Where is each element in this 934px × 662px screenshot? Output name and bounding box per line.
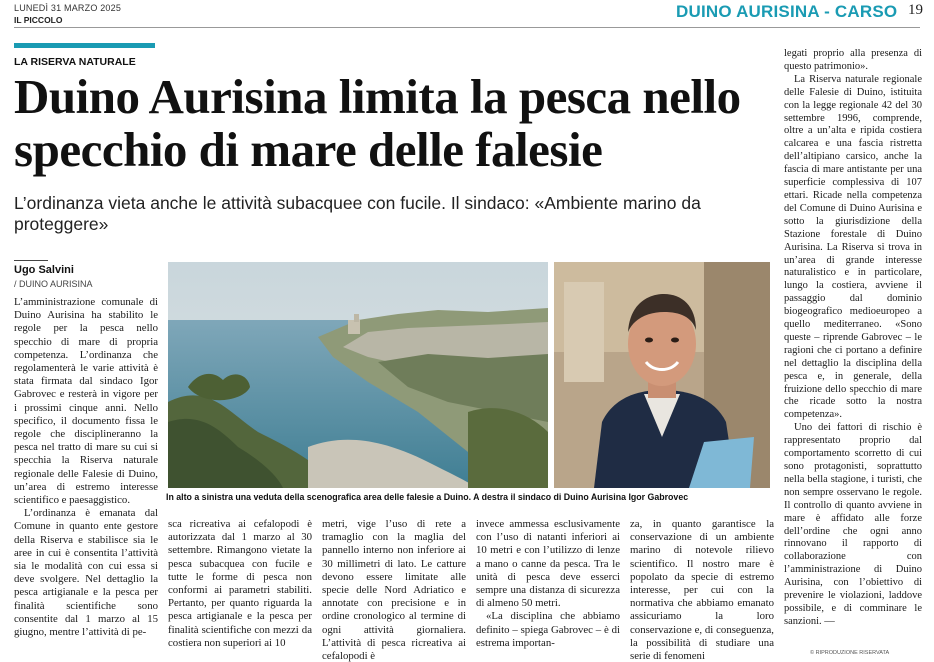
paragraph: L’ordinanza è emanata dal Comune in quanto ente gestore della Riserva e stabilisce sia le aree in cui è consentita l’attività sia le modalità con cui essa si deve svolgere. Nel dettaglio la pesca artigianale e la pesca per finalità scientifiche sono consentite dal 1 marzo al 15 giugno, mentre l’attività di pe-: [14, 507, 158, 639]
header-rule: [14, 27, 920, 28]
body-column-5: [630, 518, 774, 662]
paragraph: L’amministrazione comunale di Duino Aurisina ha stabilito le regole per la pesca nello specchio di mare di propria competenza. L’ordinanza che regolamenterà le varie attività è stata firmata dal sindaco Igor Gabrovec e resterà in vigore per i prossimi cinque anni. Nello specifico, il documento fissa le regole che disciplineranno la pesca nel tratto di mare su cui si specchia la Riserva naturale regionale delle Falesie di Duino, un’area di estremo interesse scientifico e paesaggistico.: [14, 296, 158, 507]
edition-date: LUNEDÌ 31 MARZO 2025: [14, 3, 122, 13]
paragraph: legati proprio alla presenza di questo patrimonio».: [784, 48, 922, 72]
paragraph: «La disciplina che abbiamo definito – spiega Gabrovec – è di estrema importan-: [476, 610, 620, 649]
mayor-photo: [554, 262, 770, 488]
body-column-6: [784, 48, 922, 629]
paragraph: za, in quanto garantisce la conservazione di un ambiente marino di notevole rilievo scientifico. Il nostro mare è popolato da specie di estremo interesse, per cui con la normativa che abbiamo emanato assicuriamo la loro conservazione e, di conseguenza, la possibilità di studiare una serie di fenomeni: [630, 518, 774, 662]
paragraph: La Riserva naturale regionale delle Falesie di Duino, istituita con la legge regionale 42 del 30 settembre 1996, comprende, oltre a un’alta e ripida costiera calcarea e una fascia ristretta dell’altipiano carsico, anche la fascia di mare antistante per una superficie complessiva di 107 ettari. Ricade nella competenza del Comune di Duino Aurisina e sotto la giurisdizione della Stazione forestale di Duino Aurisina. La Riserva si trova in un’area di grande interesse naturalistico e in particolare, lungo la costiera, avviene il passaggio dal dominio biogeografico medioeuropeo a quello mediterraneo. «Sono queste – riprende Gabrovec – le ragioni che ci portano a definire nel dettaglio la disciplina della pesca e, in generale, della fruizione dello specchio di mare che ricade sotto la nostra competenza».: [784, 73, 922, 421]
dateline: / DUINO AURISINA: [14, 279, 93, 289]
newspaper-name: IL PICCOLO: [14, 15, 63, 25]
deck: L’ordinanza vieta anche le attività subacquee con fucile. Il sindaco: «Ambiente marino da proteggere»: [14, 193, 701, 234]
cliffs-photo: [168, 262, 548, 488]
body-column-2: [168, 518, 312, 650]
byline: Ugo Salvini: [14, 264, 74, 276]
photo-caption: In alto a sinistra una veduta della scenografica area delle falesie a Duino. A destra il sindaco di Duino Aurisina Igor Gabrovec: [166, 492, 689, 502]
body-column-1: [14, 296, 158, 639]
page-number: 19: [908, 2, 923, 18]
body-column-4: [476, 518, 620, 650]
copyright: © RIPRODUZIONE RISERVATA: [810, 650, 890, 656]
section-title: DUINO AURISINA - CARSO: [676, 2, 898, 21]
kicker: LA RISERVA NATURALE: [14, 56, 136, 68]
paragraph: metri, vige l’uso di rete a tramaglio con la maglia del pannello interno non inferiore ai 30 millimetri di lato. Le catture devono essere limitate alle specie delle Nord Adriatico e annotate con precisione e in ordine cronologico al termine di ogni attività giornaliera. L’attività di pesca ricreativa ai cefalopodi è: [322, 518, 466, 662]
paragraph: Uno dei fattori di rischio è rappresentato proprio dal comportamento scorretto di cui sono protagonisti, soprattutto nella bella stagione, i turisti, che non sempre osservano le regole. Il controllo di quanto avviene in mare è affidato alle forze dell’ordine che ogni anno rinnovano il rapporto di collaborazione con l’amministrazione di Duino Aurisina, con l’obiettivo di prevenire le violazioni, laddove possibile, e di comminare le sanzioni. —: [784, 422, 922, 627]
body-column-3: [322, 518, 466, 662]
paragraph: invece ammessa esclusivamente con l’uso di natanti inferiori ai 10 metri e con l’utilizzo di lenze a mano o canne da pesca. Tra le unità di pesca deve esserci sempre una distanza di sicurezza di almeno 50 metri.: [476, 518, 620, 610]
kicker-bar: [14, 43, 155, 48]
headline: Duino Aurisina limita la pesca nello specchio di mare delle falesie: [14, 69, 741, 177]
paragraph: sca ricreativa ai cefalopodi è autorizzata dal 1 marzo al 30 settembre. Rimangono vietate la pesca subacquea con fucile e tutte le forme di pesca non conformi ai parametri stabiliti. Pertanto, per quanto riguarda la pesca artigianale e la pesca per finalità scientifiche con mezzi da costiera non superiori ai 10: [168, 518, 312, 649]
byline-rule: [14, 260, 48, 261]
